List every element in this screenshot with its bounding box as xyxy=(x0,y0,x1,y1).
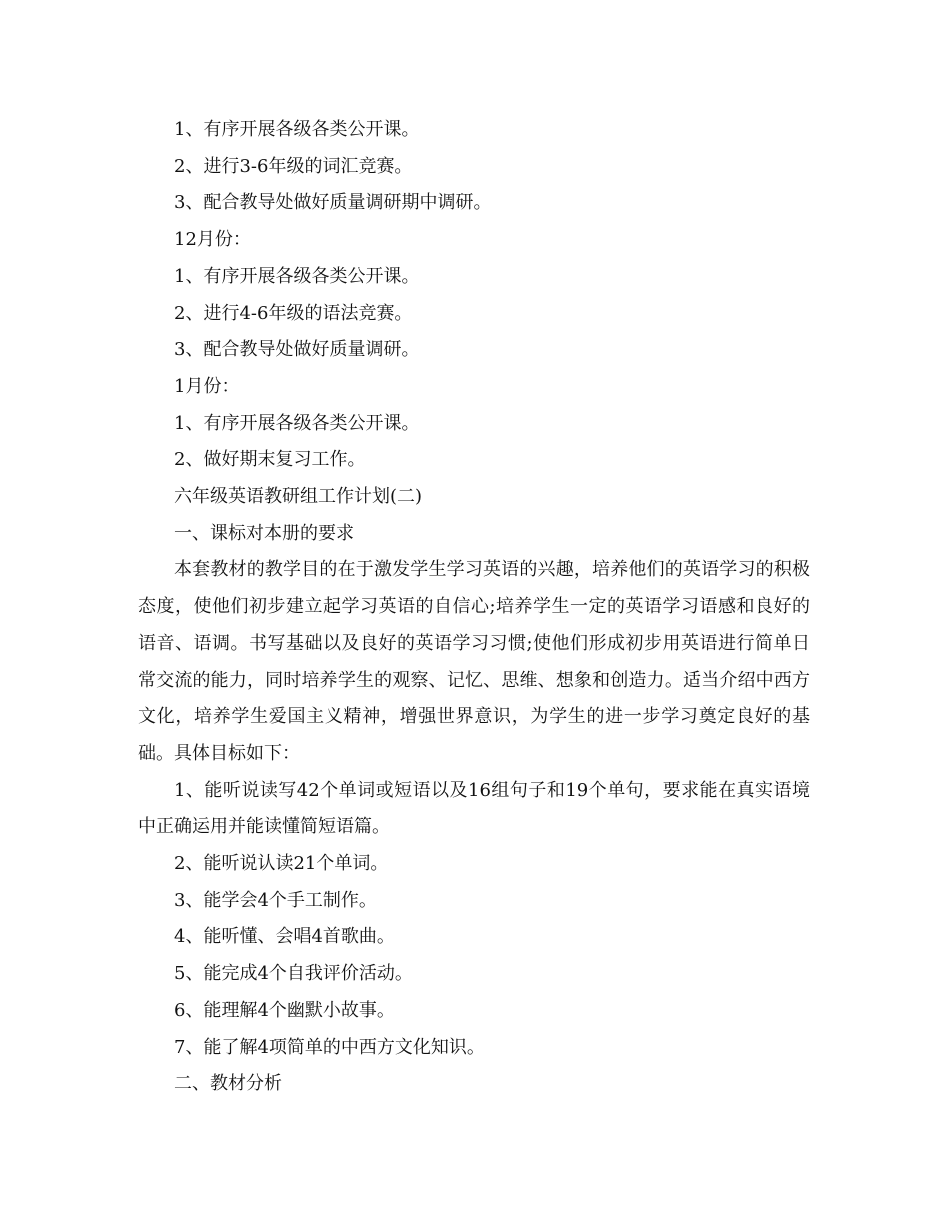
text-line: 2、进行4-6年级的语法竞赛。 xyxy=(174,302,413,324)
text-line: 1、有序开展各级各类公开课。 xyxy=(174,412,420,434)
goal-item: 2、能听说认读21个单词。 xyxy=(174,853,389,875)
text-line: 3、配合教导处做好质量调研。 xyxy=(174,339,420,361)
goal-item: 4、能听懂、会唱4首歌曲。 xyxy=(174,926,395,948)
month-heading: 12月份： xyxy=(174,229,251,251)
goal-item: 3、能学会4个手工制作。 xyxy=(174,889,377,911)
goal-item: 7、能了解4项简单的中西方文化知识。 xyxy=(174,1036,485,1058)
month-heading: 1月份： xyxy=(174,375,240,397)
text-line: 2、进行3-6年级的词汇竞赛。 xyxy=(174,155,413,177)
text-line: 2、做好期末复习工作。 xyxy=(174,449,366,471)
section-heading: 一、课标对本册的要求 xyxy=(174,522,354,544)
body-paragraph: 本套教材的教学目的在于激发学生学习英语的兴趣，培养他们的英语学习的积极态度，使他们初步建立起学习英语的自信心;培养学生一定的英语学习语感和良好的语音、语调。书写基础以及良好的英语学习习惯;使他们形成初步用英语进行简单日常交流的能力，同时培养学生的观察、记忆、思维、想象和创造力。适当介绍中西方文化，培养学生爱国主义精神，增强世界意识，为学生的进一步学习奠定良好的基础。具体目标如下： xyxy=(138,559,810,764)
goal-item: 5、能完成4个自我评价活动。 xyxy=(174,963,413,985)
text-line: 3、配合教导处做好质量调研期中调研。 xyxy=(174,192,492,214)
document-title: 六年级英语教研组工作计划(二) xyxy=(174,486,423,508)
goal-paragraph: 1、能听说读写42个单词或短语以及16组句子和19个单句，要求能在真实语境中正确运用并能读懂简短语篇。 xyxy=(138,779,810,838)
text-line: 1、有序开展各级各类公开课。 xyxy=(174,119,420,140)
section-heading: 二、教材分析 xyxy=(174,1073,282,1095)
document-body xyxy=(138,112,810,1103)
goal-item: 6、能理解4个幽默小故事。 xyxy=(174,999,395,1021)
text-line: 1、有序开展各级各类公开课。 xyxy=(174,265,420,287)
